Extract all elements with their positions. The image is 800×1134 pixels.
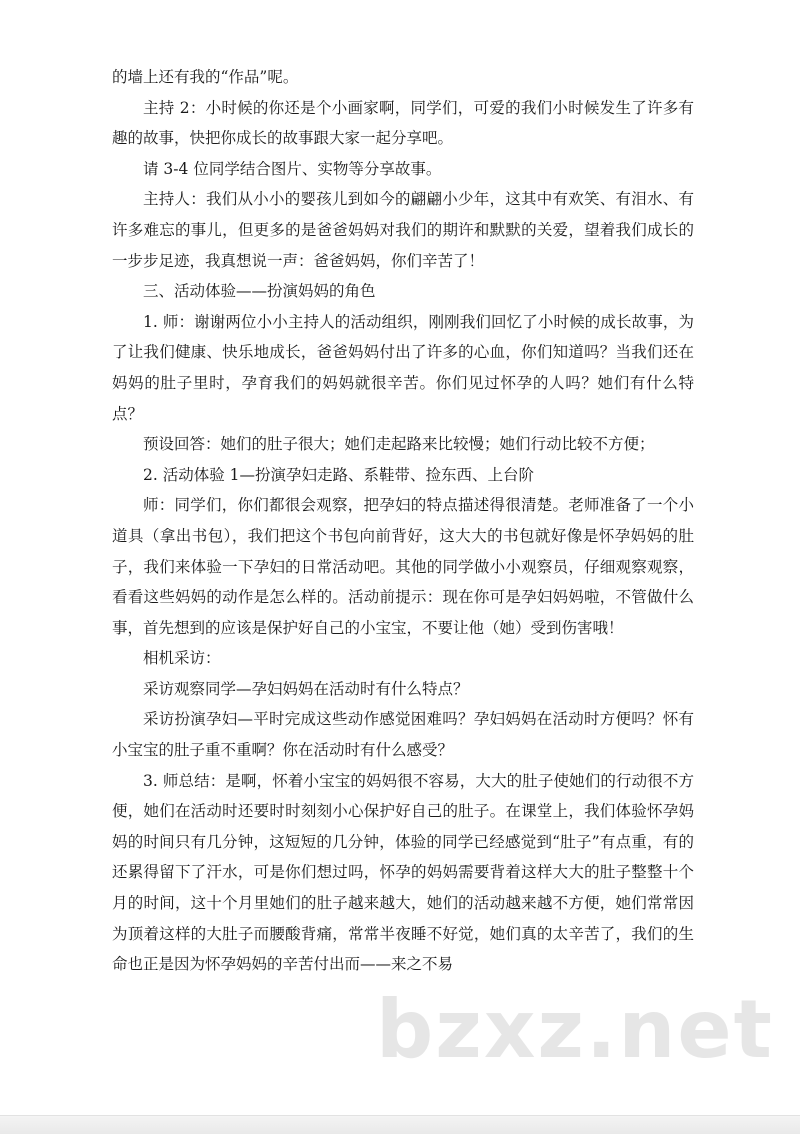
watermark: bzxz.net — [376, 983, 774, 1076]
paragraph: 请 3-4 位同学结合图片、实物等分享故事。 — [143, 159, 442, 178]
paragraph: 2. 活动体验 1—扮演孕妇走路、系鞋带、捡东西、上台阶 — [143, 465, 535, 484]
paragraph: 1. 师：谢谢两位小小主持人的活动组织，刚刚我们回忆了小时候的成长故事，为了让我们健康、快乐地成长，爸爸妈妈付出了许多的心血，你们知道吗？当我们还在妈妈的肚子里时，孕育我们的妈妈就很辛苦。你们见过怀孕的人吗？她们有什么特点？ — [112, 312, 694, 423]
paragraph: 3. 师总结：是啊，怀着小宝宝的妈妈很不容易，大大的肚子使她们的行动很不方便，她们在活动时还要时时刻刻小心保护好自己的肚子。在课堂上，我们体验怀孕妈妈的时间只有几分钟，这短短的几分钟，体验的同学已经感觉到“肚子”有点重，有的还累得留下了汗水，可是你们想过吗，怀孕的妈妈需要背着这样大大的肚子整整十个月的时间，这十个月里她们的肚子越来越大，她们的活动越来越不方便，她们常常因为顶着这样的大肚子而腰酸背痛，常常半夜睡不好觉，她们真的太辛苦了，我们的生命也正是因为怀孕妈妈的辛苦付出而——来之不易 — [112, 771, 694, 974]
paragraph: 预设回答：她们的肚子很大；她们走起路来比较慢；她们行动比较不方便； — [143, 435, 655, 454]
paragraph: 相机采访： — [143, 649, 221, 668]
paragraph: 主持 2：小时候的你还是个小画家啊，同学们，可爱的我们小时候发生了许多有趣的故事，快把你成长的故事跟大家一起分享吧。 — [112, 98, 694, 148]
page-bottom-edge — [0, 1115, 800, 1134]
document-body — [112, 62, 694, 980]
paragraph: 主持人：我们从小小的婴孩儿到如今的翩翩小少年，这其中有欢笑、有泪水、有许多难忘的事儿，但更多的是爸爸妈妈对我们的期许和默默的关爱，望着我们成长的一步步足迹，我真想说一声：爸爸妈妈，你们辛苦了！ — [112, 190, 694, 270]
paragraph: 的墙上还有我的“作品”呢。 — [112, 68, 299, 86]
paragraph: 采访扮演孕妇—平时完成这些动作感觉困难吗？孕妇妈妈在活动时方便吗？怀有小宝宝的肚子重不重啊？你在活动时有什么感受？ — [112, 710, 694, 760]
paragraph: 采访观察同学—孕妇妈妈在活动时有什么特点？ — [143, 679, 469, 698]
paragraph: 三、活动体验——扮演妈妈的角色 — [143, 282, 376, 301]
paragraph: 师：同学们，你们都很会观察，把孕妇的特点描述得很清楚。老师准备了一个小道具（拿出书包），我们把这个书包向前背好，这大大的书包就好像是怀孕妈妈的肚子，我们来体验一下孕妇的日常活动吧。其他的同学做小小观察员，仔细观察观察，看看这些妈妈的动作是怎么样的。活动前提示：现在你可是孕妇妈妈啦，不管做什么事，首先想到的应该是保护好自己的小宝宝，不要让他（她）受到伤害哦！ — [112, 496, 694, 637]
